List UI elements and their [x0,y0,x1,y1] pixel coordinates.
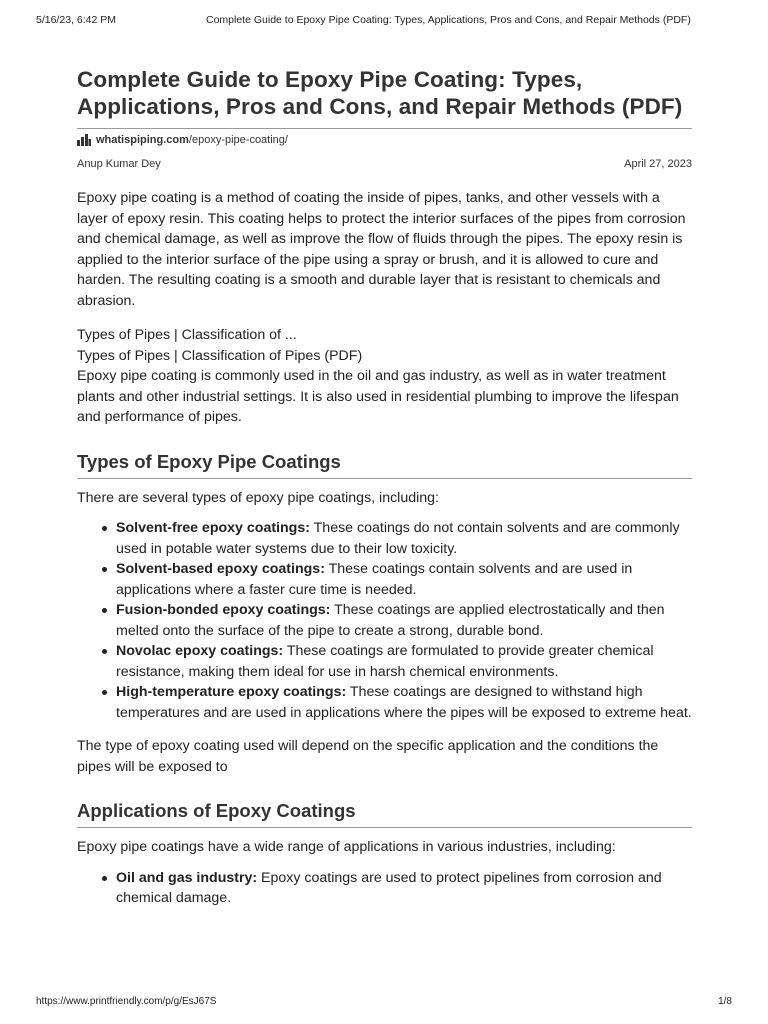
types-heading: Types of Epoxy Pipe Coatings [77,450,341,472]
author-name: Anup Kumar Dey [77,158,161,170]
related-link[interactable]: Types of Pipes | Classification of ... [77,327,297,343]
building-chart-icon [77,134,91,146]
page-title: Complete Guide to Epoxy Pipe Coating: Types, Applications, Pros and Cons, and Repair Methods (PDF) [77,67,683,119]
page-number: 1/8 [718,996,732,1007]
article [77,66,692,909]
list-item [116,868,692,909]
list-item [116,600,692,641]
types-list [77,518,692,723]
list-item [116,682,692,723]
types-closing: The type of epoxy coating used will depend on the specific application and the conditions the pipes will be exposed to [77,738,659,775]
print-doc-title: Complete Guide to Epoxy Pipe Coating: Types, Applications, Pros and Cons, and Repair Methods (PDF) [206,14,691,26]
applications-intro: Epoxy pipe coatings have a wide range of applications in various industries, including: [77,839,616,855]
list-item [116,641,692,682]
list-item-term: Fusion-bonded epoxy coatings: [116,602,331,618]
source-link[interactable] [77,133,692,147]
list-item-term: Novolac epoxy coatings: [116,643,284,659]
title-divider [77,128,692,129]
types-intro: There are several types of epoxy pipe coatings, including: [77,489,439,506]
applications-list [77,868,692,909]
applications-heading: Applications of Epoxy Coatings [77,800,356,821]
usage-paragraph: Epoxy pipe coating is commonly used in the oil and gas industry, as well as in water treatment plants and other industrial settings. It is also used in residential plumbing to improve the lifespan and performance of pipes. [77,368,679,425]
list-item-text: These coatings are applied electrostatically and then melted onto the surface of the pipe to create a strong, durable bond. [116,602,665,639]
source-domain[interactable]: whatispiping.com [96,134,189,146]
related-link[interactable]: Types of Pipes | Classification of Pipes (PDF) [77,347,363,364]
section-divider [77,827,692,828]
print-header [36,14,732,28]
intro-paragraph: Epoxy pipe coating is a method of coating the inside of pipes, tanks, and other vessels with a layer of epoxy resin. This coating helps to protect the interior surfaces of the pipes from corrosion and chemical damage, as well as improve the flow of fluids through the pipes. The epoxy resin is applied to the interior surface of the pipe using a spray or brush, and it is allowed to cure and harden. The resulting coating is a smooth and durable layer that is resistant to chemicals and abrasion. [77,190,686,309]
list-item-text: These coatings are formulated to provide greater chemical resistance, making them ideal for use in harsh chemical environments. [116,643,654,680]
list-item [116,559,692,600]
related-links [77,325,692,428]
list-item-term: Solvent-free epoxy coatings: [116,520,310,536]
list-item-text: These coatings are designed to withstand high temperatures and are used in applications where the pipes will be exposed to extreme heat. [116,684,692,721]
print-footer [36,996,732,1010]
list-item-term: Solvent-based epoxy coatings: [116,561,325,577]
article-meta [77,158,692,174]
print-datetime: 5/16/23, 6:42 PM [36,14,116,26]
list-item [116,518,692,559]
section-divider [77,478,692,479]
list-item-text: These coatings contain solvents and are used in applications where a faster cure time is needed. [116,561,633,598]
source-path[interactable]: /epoxy-pipe-coating/ [188,134,288,146]
list-item-term: Oil and gas industry: [116,869,258,886]
list-item-text: Epoxy coatings are used to protect pipelines from corrosion and chemical damage. [116,869,662,906]
list-item-term: High-temperature epoxy coatings: [116,684,347,700]
publish-date: April 27, 2023 [624,158,692,170]
footer-url[interactable]: https://www.printfriendly.com/p/g/EsJ67S [36,996,217,1007]
list-item-text: These coatings do not contain solvents and are commonly used in potable water systems due to their low toxicity. [116,520,680,557]
